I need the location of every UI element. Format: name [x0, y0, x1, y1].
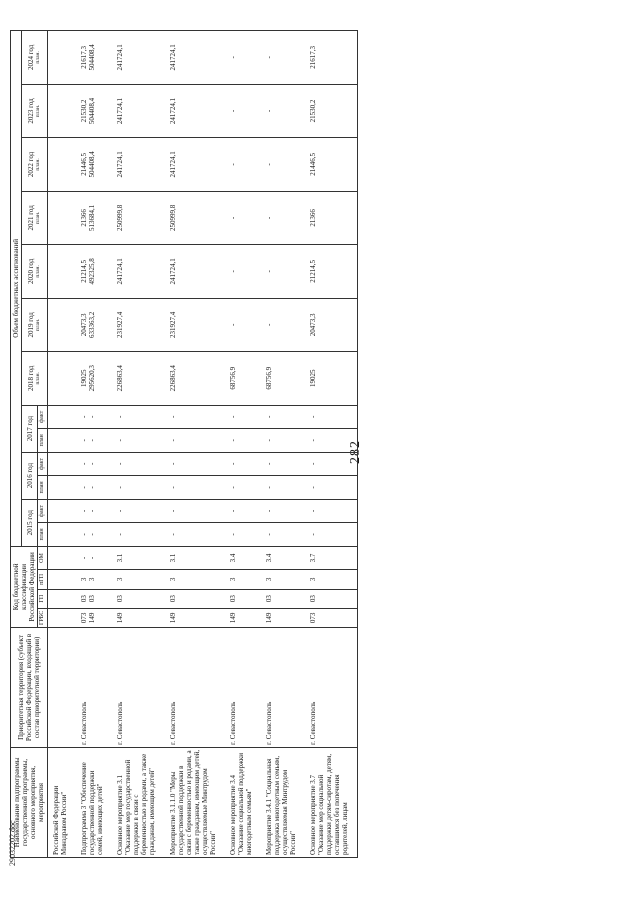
- header-year-2022: [22, 138, 48, 191]
- row-value-cell: 250999,8: [112, 191, 164, 244]
- row-value-cell: 68756,9: [225, 352, 261, 405]
- plan-label: план.: [35, 158, 42, 171]
- header-year-2018: [22, 352, 48, 405]
- table-row: [225, 31, 261, 858]
- year-label: 2024 год: [27, 44, 36, 71]
- row-value-cell: 68756,9: [261, 352, 305, 405]
- row-value-cell: 226863,4: [165, 352, 225, 405]
- row-om-cell: [48, 546, 77, 570]
- row-name-cell: Мероприятие 3.4.1 "Социальная поддержка многодетным семьям, осуществляемая Минтрудом России": [261, 747, 305, 857]
- row-value-cell: 21366: [305, 191, 358, 244]
- header-fact: факт: [38, 499, 48, 523]
- row-gp-cell: [48, 589, 77, 608]
- row-value-cell: 21446,5: [305, 138, 358, 191]
- row-name-cell: Основное мероприятие 3.7 "Оказание мер социальной поддержки детям-сиротам, детям, оставшимся без попечения родителей, лицам: [305, 747, 358, 857]
- row-fact-cell: -: [112, 476, 164, 500]
- budget-table: [10, 30, 358, 858]
- table-row: [112, 31, 164, 858]
- row-value-cell: -: [261, 191, 305, 244]
- row-value-cell: -: [225, 191, 261, 244]
- page-number: 282: [348, 440, 363, 464]
- row-name-cell: Российской Федерации Минздравом России": [48, 747, 77, 857]
- row-gp-cell: 03 03: [76, 589, 112, 608]
- row-fact-cell: -: [261, 476, 305, 500]
- header-plan: план: [38, 523, 48, 547]
- row-value-cell: -: [261, 245, 305, 298]
- row-fact-cell: -: [165, 452, 225, 476]
- row-value-cell: 19025: [305, 352, 358, 405]
- row-value-cell: 241724,1: [112, 245, 164, 298]
- row-value-cell: 226863,4: [112, 352, 164, 405]
- row-fact-cell: - -: [76, 523, 112, 547]
- header-volume: Объем бюджетных ассигнований: [11, 31, 22, 547]
- rotated-table-container: [10, 30, 610, 858]
- row-fact-cell: -: [112, 452, 164, 476]
- row-fact-cell: -: [305, 499, 358, 523]
- row-fact-cell: -: [165, 523, 225, 547]
- row-om-cell: 3.4: [225, 546, 261, 570]
- row-value-cell: 21530,2 504408,4: [76, 84, 112, 137]
- row-gp-cell: 03: [261, 589, 305, 608]
- row-territory-cell: г. Севастополь: [225, 628, 261, 748]
- row-om-cell: - -: [76, 546, 112, 570]
- row-value-cell: -: [225, 31, 261, 85]
- row-value-cell: [48, 31, 77, 85]
- header-fact: факт: [38, 405, 48, 429]
- row-fact-cell: -: [305, 476, 358, 500]
- row-gp-cell: 03: [305, 589, 358, 608]
- header-year-2015: 2015 год: [22, 499, 38, 546]
- header-year-2023: [22, 84, 48, 137]
- row-value-cell: 19025 295620,3: [76, 352, 112, 405]
- row-grbs-cell: 149: [261, 608, 305, 627]
- row-fact-cell: -: [112, 405, 164, 429]
- row-fact-cell: -: [225, 523, 261, 547]
- row-grbs-cell: 149: [112, 608, 164, 627]
- row-fact-cell: - -: [76, 476, 112, 500]
- row-fact-cell: -: [225, 405, 261, 429]
- row-value-cell: [48, 191, 77, 244]
- row-territory-cell: г. Севастополь: [76, 628, 112, 748]
- row-value-cell: -: [261, 298, 305, 351]
- row-pgp-cell: 3: [261, 570, 305, 589]
- row-fact-cell: -: [165, 476, 225, 500]
- plan-label: план.: [35, 51, 42, 64]
- table-row: [305, 31, 358, 858]
- year-label: 2022 год: [27, 151, 36, 178]
- row-value-cell: 21617,3 504408,4: [76, 31, 112, 85]
- row-fact-cell: - -: [76, 499, 112, 523]
- row-value-cell: -: [225, 298, 261, 351]
- row-territory-cell: г. Севастополь: [165, 628, 225, 748]
- row-value-cell: 231927,4: [165, 298, 225, 351]
- row-pgp-cell: 3: [165, 570, 225, 589]
- header-plan: план: [38, 429, 48, 453]
- table-header: [11, 31, 48, 858]
- row-name-cell: Основное мероприятие 3.1 "Оказание мер государственной поддержки в связи с беременностью и родами, а также гражданам, имеющим детей": [112, 747, 164, 857]
- header-year-2017: 2017 год: [22, 405, 38, 452]
- header-code: Код бюджетной классификации Российской Федерации: [11, 546, 38, 627]
- row-pgp-cell: 3: [112, 570, 164, 589]
- row-fact-cell: - -: [76, 429, 112, 453]
- plan-label: план.: [35, 318, 42, 332]
- row-fact-cell: -: [165, 405, 225, 429]
- header-year-2021: [22, 191, 48, 244]
- row-pgp-cell: 3: [305, 570, 358, 589]
- header-year-2020: [22, 245, 48, 298]
- header-territory: Приоритетная территория (субъект Российской Федерации, входящий в состав приоритетной территории): [11, 628, 48, 748]
- row-fact-cell: -: [305, 405, 358, 429]
- row-fact-cell: -: [305, 523, 358, 547]
- row-fact-cell: -: [261, 405, 305, 429]
- row-fact-cell: -: [112, 499, 164, 523]
- header-pgp: пГП: [38, 570, 48, 589]
- row-gp-cell: 03: [112, 589, 164, 608]
- row-fact-cell: -: [225, 429, 261, 453]
- table-row: [261, 31, 305, 858]
- row-value-cell: 21214,5 492325,8: [76, 245, 112, 298]
- row-pgp-cell: [48, 570, 77, 589]
- row-pgp-cell: 3 3: [76, 570, 112, 589]
- row-fact-cell: [48, 476, 77, 500]
- table-row: [48, 31, 77, 858]
- header-name: Наименование подпрограммы государственной программы, основного мероприятия, мероприятия: [11, 747, 48, 857]
- row-value-cell: 241724,1: [112, 138, 164, 191]
- row-value-cell: 20473,3 633363,2: [76, 298, 112, 351]
- row-fact-cell: -: [261, 523, 305, 547]
- row-grbs-cell: 149: [165, 608, 225, 627]
- header-fact: факт: [38, 452, 48, 476]
- row-name-cell: Мероприятие 3.1.1.0 "Меры государственной поддержки в связи с беременностью и родами, а также гражданам, имеющим детей, осуществляемые Минтрудом России": [165, 747, 225, 857]
- header-grbs: ГРБС: [38, 608, 48, 627]
- row-fact-cell: -: [261, 452, 305, 476]
- row-fact-cell: - -: [76, 405, 112, 429]
- row-value-cell: 21214,5: [305, 245, 358, 298]
- row-name-cell: Подпрограмма 3 "Обеспечение государственной поддержки семей, имеющих детей": [76, 747, 112, 857]
- row-value-cell: -: [261, 84, 305, 137]
- row-fact-cell: -: [225, 476, 261, 500]
- row-grbs-cell: 073: [305, 608, 358, 627]
- plan-label: план.: [35, 104, 42, 118]
- row-value-cell: 241724,1: [112, 31, 164, 85]
- header-plan: план: [38, 476, 48, 500]
- row-om-cell: 3.1: [112, 546, 164, 570]
- row-fact-cell: -: [261, 429, 305, 453]
- row-value-cell: 241724,1: [112, 84, 164, 137]
- row-fact-cell: -: [225, 499, 261, 523]
- row-value-cell: -: [225, 84, 261, 137]
- year-label: 2020 год: [27, 258, 36, 285]
- row-name-cell: Основное мероприятие 3.4 "Оказание социальной поддержки многодетным семьям": [225, 747, 261, 857]
- row-om-cell: 3.7: [305, 546, 358, 570]
- header-om: ОМ: [38, 546, 48, 570]
- row-value-cell: [48, 245, 77, 298]
- row-grbs-cell: 149: [225, 608, 261, 627]
- header-year-2024: [22, 31, 48, 85]
- plan-label: план.: [35, 265, 42, 278]
- row-value-cell: 21530,2: [305, 84, 358, 137]
- row-value-cell: -: [261, 138, 305, 191]
- row-fact-cell: [48, 429, 77, 453]
- row-grbs-cell: 073 149: [76, 608, 112, 627]
- plan-label: план.: [35, 372, 42, 385]
- year-label: 2019 год: [27, 312, 36, 338]
- row-fact-cell: -: [305, 452, 358, 476]
- table-row: [76, 31, 112, 858]
- row-value-cell: -: [225, 138, 261, 191]
- row-value-cell: 21446,5 504408,4: [76, 138, 112, 191]
- row-fact-cell: - -: [76, 452, 112, 476]
- row-value-cell: 250999,8: [165, 191, 225, 244]
- row-territory-cell: [48, 628, 77, 748]
- row-fact-cell: -: [165, 499, 225, 523]
- year-label: 2018 год: [27, 365, 36, 391]
- row-value-cell: [48, 298, 77, 351]
- row-value-cell: 241724,1: [165, 31, 225, 85]
- row-territory-cell: г. Севастополь: [305, 628, 358, 748]
- row-fact-cell: [48, 499, 77, 523]
- row-value-cell: -: [225, 245, 261, 298]
- row-value-cell: 231927,4: [112, 298, 164, 351]
- header-gp: ГП: [38, 589, 48, 608]
- row-territory-cell: г. Севастополь: [112, 628, 164, 748]
- row-gp-cell: 03: [165, 589, 225, 608]
- row-fact-cell: -: [305, 429, 358, 453]
- year-label: 2021 год: [27, 205, 36, 231]
- row-value-cell: 20473,3: [305, 298, 358, 351]
- row-fact-cell: -: [112, 429, 164, 453]
- row-value-cell: 21366 513684,1: [76, 191, 112, 244]
- row-fact-cell: [48, 452, 77, 476]
- row-fact-cell: [48, 523, 77, 547]
- row-value-cell: -: [261, 31, 305, 85]
- row-fact-cell: -: [261, 499, 305, 523]
- row-grbs-cell: [48, 608, 77, 627]
- row-gp-cell: 03: [225, 589, 261, 608]
- row-fact-cell: -: [112, 523, 164, 547]
- row-territory-cell: г. Севастополь: [261, 628, 305, 748]
- row-value-cell: [48, 84, 77, 137]
- row-value-cell: 241724,1: [165, 245, 225, 298]
- plan-label: план.: [35, 211, 42, 225]
- header-year-2019: [22, 298, 48, 351]
- row-value-cell: 21617,3: [305, 31, 358, 85]
- header-year-2016: 2016 год: [22, 452, 38, 499]
- document-id: 29032202.doc: [8, 820, 17, 866]
- row-om-cell: 3.4: [261, 546, 305, 570]
- row-value-cell: [48, 138, 77, 191]
- row-pgp-cell: 3: [225, 570, 261, 589]
- row-value-cell: [48, 352, 77, 405]
- table-body: [48, 31, 358, 858]
- row-value-cell: 241724,1: [165, 84, 225, 137]
- row-fact-cell: -: [225, 452, 261, 476]
- row-value-cell: 241724,1: [165, 138, 225, 191]
- row-fact-cell: [48, 405, 77, 429]
- row-om-cell: 3.1: [165, 546, 225, 570]
- year-label: 2023 год: [27, 98, 36, 124]
- row-fact-cell: -: [165, 429, 225, 453]
- table-row: [165, 31, 225, 858]
